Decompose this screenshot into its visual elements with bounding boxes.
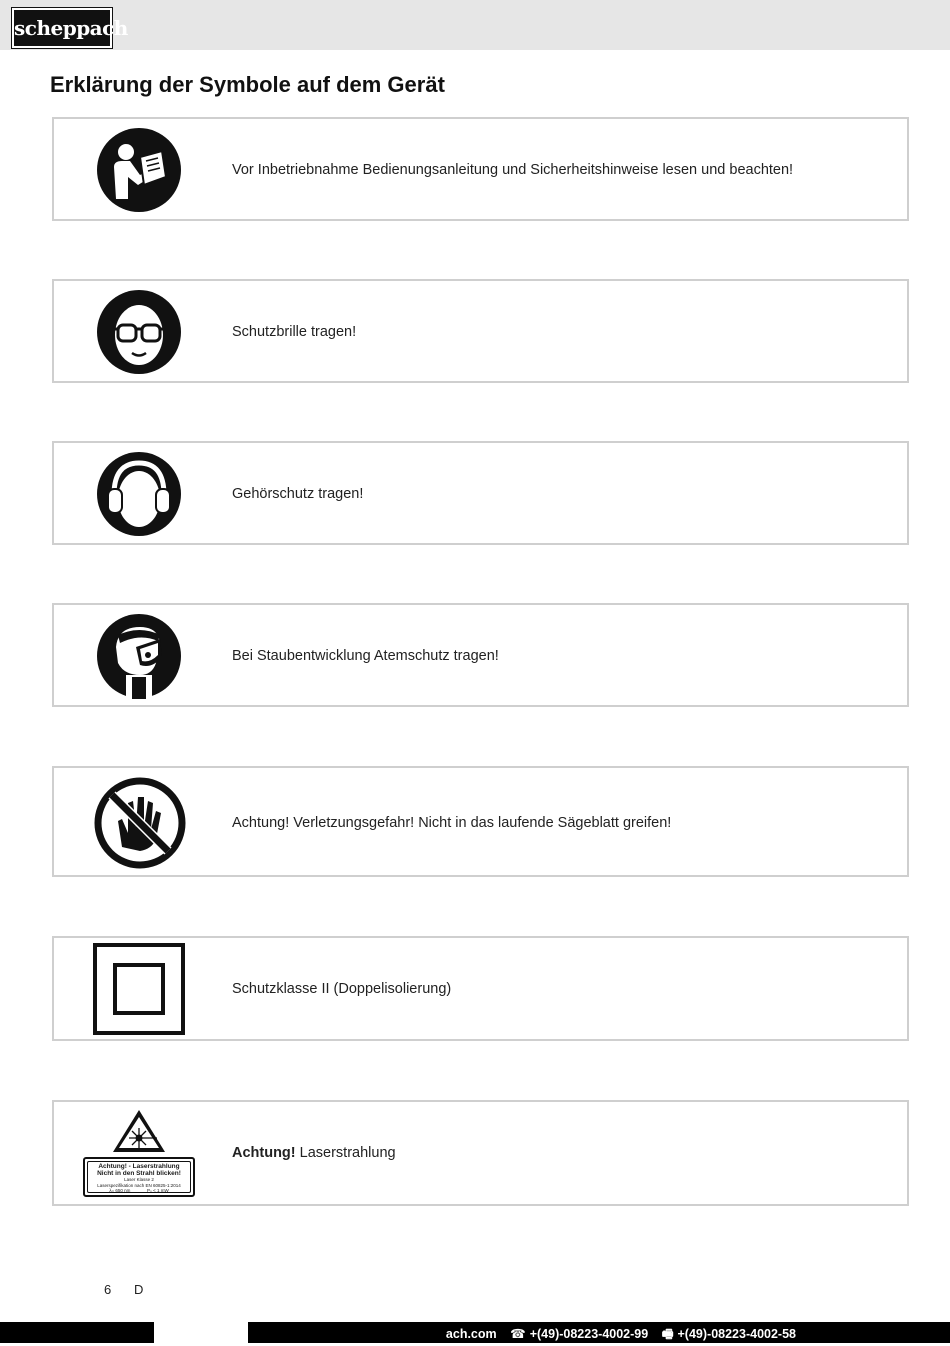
laser-label-power: P₀ < 1 mW: [146, 1188, 169, 1193]
symbol-text: Schutzklasse II (Doppelisolierung): [232, 981, 452, 997]
page-title: Erklärung der Symbole auf dem Gerät: [50, 72, 445, 97]
symbol-text-bold: Achtung!: [232, 1145, 296, 1161]
website-link[interactable]: ach.com: [445, 1327, 497, 1341]
no-hand-icon: [94, 777, 186, 869]
symbol-text: Vor Inbetriebnahme Bedienungsanleitung und Sicherheitshinweise lesen und beachten!: [232, 162, 794, 178]
symbol-row-read-manual: [52, 117, 909, 221]
laser-label-line3: Laser Klasse 2: [124, 1177, 154, 1182]
symbol-text: Gehörschutz tragen!: [232, 486, 364, 502]
ear-protection-icon: [96, 451, 182, 537]
phone-number: +(49)-08223-4002-99: [529, 1327, 649, 1341]
symbol-text: Schutzbrille tragen!: [232, 324, 357, 340]
dust-mask-icon: [96, 613, 182, 699]
laser-label: [83, 1157, 195, 1197]
read-manual-icon: [96, 127, 182, 213]
symbol-text: [232, 1145, 396, 1161]
laser-label-line1: Achtung! - Laserstrahlung: [98, 1163, 180, 1170]
page-number: 6: [104, 1282, 112, 1297]
language-code: D: [134, 1282, 144, 1297]
laser-label-line4: Laserspezifikation nach EN 60825-1:2014: [97, 1182, 181, 1188]
header-bar: [0, 0, 950, 50]
fax-number: +(49)-08223-4002-58: [677, 1327, 796, 1341]
symbol-row-ear-protection: [52, 441, 909, 545]
symbol-text: Bei Staubentwicklung Atemschutz tragen!: [232, 648, 499, 664]
laser-label-line2: Nicht in den Strahl blicken!: [97, 1170, 181, 1177]
laser-warning-icon: [110, 1107, 168, 1155]
protection-class-ii-icon: [93, 943, 187, 1037]
safety-goggles-icon: [96, 289, 182, 375]
brand-logo: scheppach: [12, 8, 112, 48]
symbol-text-rest: Laserstrahlung: [295, 1145, 396, 1161]
symbol-row-no-hand: [52, 766, 909, 877]
footer-contact: [446, 1325, 796, 1346]
fax-icon: 🖷: [661, 1327, 674, 1341]
laser-label-wavelength: λ= 650 nm: [109, 1188, 131, 1193]
symbol-text: Achtung! Verletzungsgefahr! Nicht in das laufende Sägeblatt greifen!: [232, 815, 672, 831]
symbol-row-laser: [52, 1100, 909, 1206]
symbol-row-protection-class: [52, 936, 909, 1041]
footer-gap: [154, 1322, 248, 1343]
footer-bar: [0, 1322, 950, 1343]
symbol-row-goggles: [52, 279, 909, 383]
symbol-row-dust-mask: [52, 603, 909, 707]
phone-icon: ☎: [510, 1327, 526, 1341]
